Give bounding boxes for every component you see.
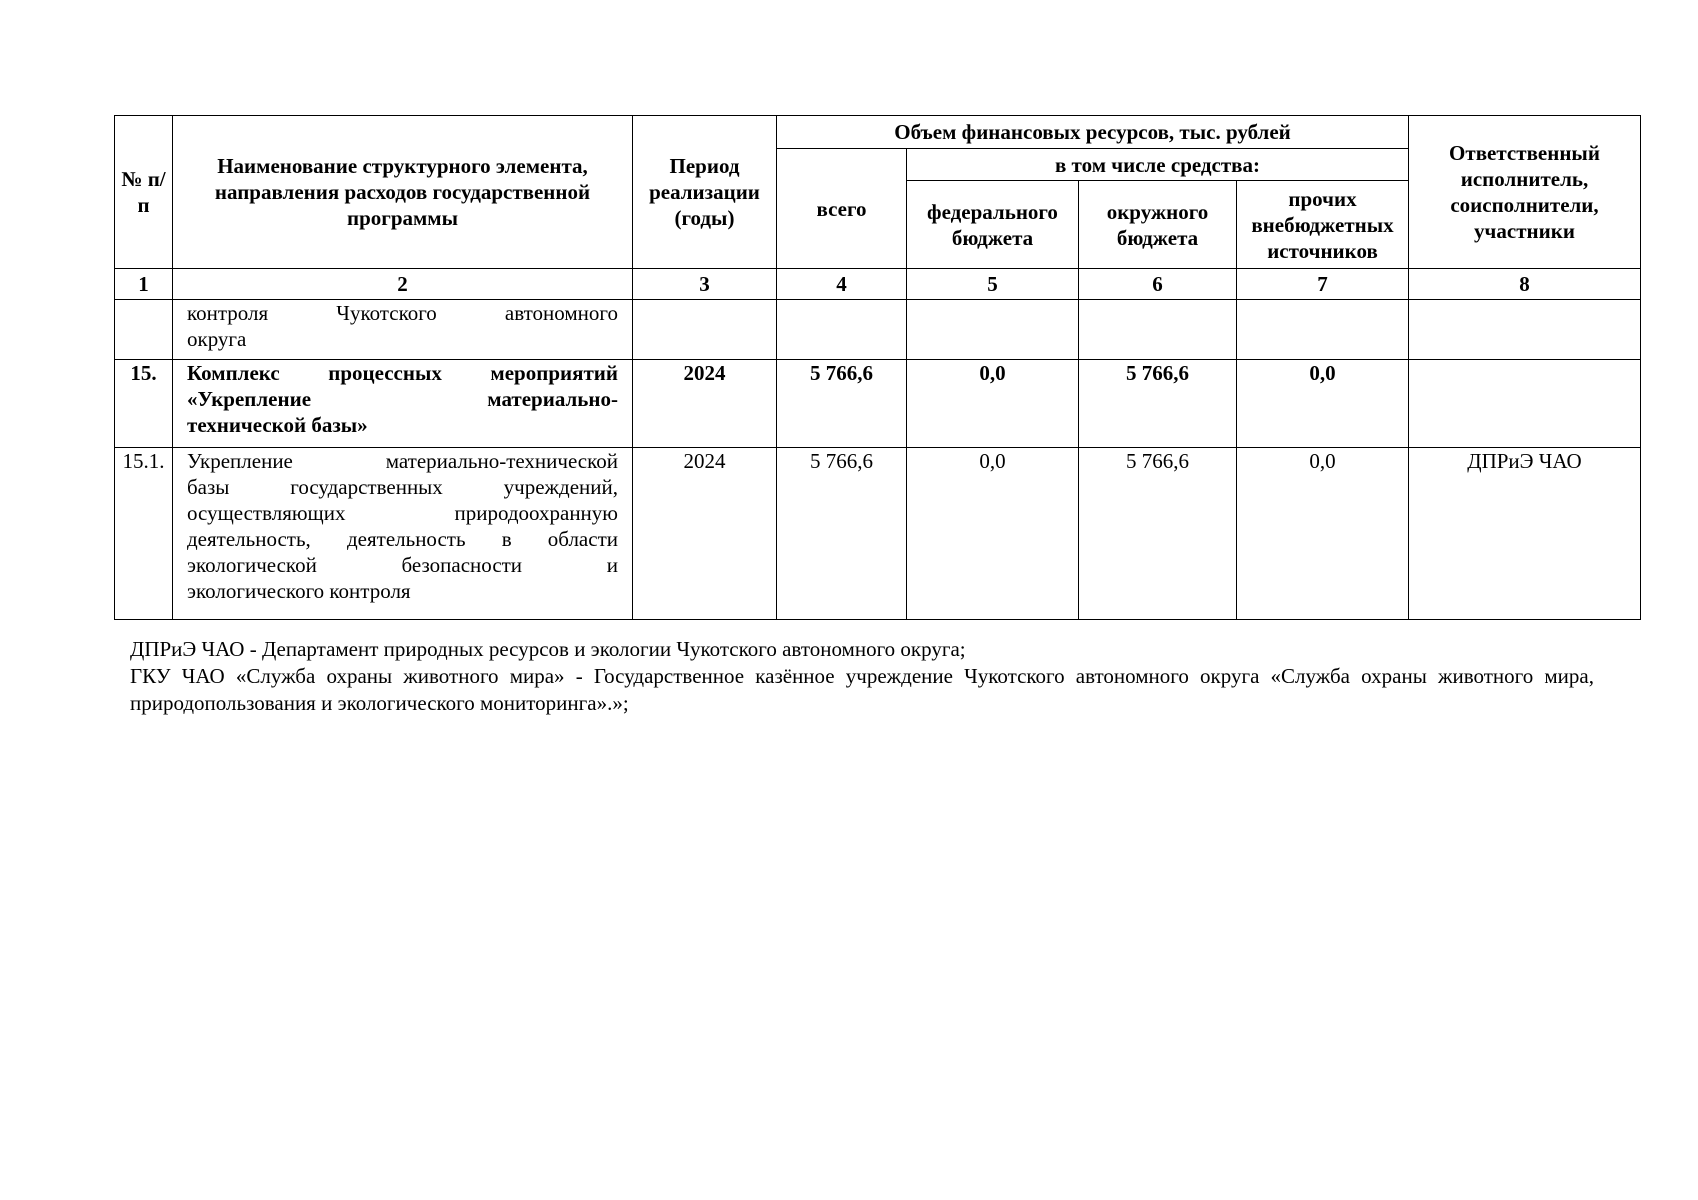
column-number: 8 bbox=[1409, 269, 1641, 300]
row-name-line: экологической безопасности и bbox=[187, 553, 618, 577]
header-other: прочих внебюджетных источников bbox=[1237, 181, 1409, 269]
row-federal: 0,0 bbox=[907, 448, 1079, 620]
column-number: 6 bbox=[1079, 269, 1237, 300]
row-total: 5 766,6 bbox=[777, 360, 907, 448]
table-row bbox=[115, 448, 1641, 620]
row-name-line: экологического контроля bbox=[187, 579, 411, 603]
row-federal: 0,0 bbox=[907, 360, 1079, 448]
row-name-line: деятельность, деятельность в области bbox=[187, 527, 618, 551]
row-name-line: Укрепление материально-технической bbox=[187, 449, 618, 473]
header-name: Наименование структурного элемента, направления расходов государственной программы bbox=[173, 116, 633, 269]
row-period: 2024 bbox=[633, 360, 777, 448]
row-name-line: контроля Чукотского автономного bbox=[187, 301, 618, 325]
column-number: 7 bbox=[1237, 269, 1409, 300]
column-number: 1 bbox=[115, 269, 173, 300]
row-number bbox=[115, 300, 173, 360]
row-total bbox=[777, 300, 907, 360]
header-period: Период реализации (годы) bbox=[633, 116, 777, 269]
footnote-gku: ГКУ ЧАО «Служба охраны животного мира» - Государственное казённое учреждение Чукотского автономного округа «Служба охраны животного мира, природопользования и экологического мониторинга».»; bbox=[130, 664, 1594, 715]
footnotes bbox=[130, 636, 1594, 717]
row-name-line: Комплекс процессных мероприятий bbox=[187, 361, 618, 385]
row-district: 5 766,6 bbox=[1079, 360, 1237, 448]
row-total: 5 766,6 bbox=[777, 448, 907, 620]
header-responsible: Ответственный исполнитель, соисполнители, участники bbox=[1409, 116, 1641, 269]
column-number: 4 bbox=[777, 269, 907, 300]
budget-table bbox=[114, 115, 1641, 620]
table-row bbox=[115, 300, 1641, 360]
row-name bbox=[173, 300, 633, 360]
row-responsible: ДПРиЭ ЧАО bbox=[1409, 448, 1641, 620]
row-number: 15. bbox=[115, 360, 173, 448]
header-including: в том числе средства: bbox=[907, 149, 1409, 181]
row-name bbox=[173, 360, 633, 448]
row-number: 15.1. bbox=[115, 448, 173, 620]
row-name-line: осуществляющих природоохранную bbox=[187, 501, 618, 525]
row-federal bbox=[907, 300, 1079, 360]
row-responsible bbox=[1409, 360, 1641, 448]
row-name-line: базы государственных учреждений, bbox=[187, 475, 618, 499]
column-number: 2 bbox=[173, 269, 633, 300]
row-district: 5 766,6 bbox=[1079, 448, 1237, 620]
row-period bbox=[633, 300, 777, 360]
header-total: всего bbox=[777, 149, 907, 269]
header-district: окружного бюджета bbox=[1079, 181, 1237, 269]
row-other: 0,0 bbox=[1237, 448, 1409, 620]
column-number-row bbox=[115, 269, 1641, 300]
column-number: 3 bbox=[633, 269, 777, 300]
header-federal: федерального бюджета bbox=[907, 181, 1079, 269]
row-other bbox=[1237, 300, 1409, 360]
row-name-line: «Укрепление материально- bbox=[187, 387, 618, 411]
header-volume-group: Объем финансовых ресурсов, тыс. рублей bbox=[777, 116, 1409, 149]
row-responsible bbox=[1409, 300, 1641, 360]
row-period: 2024 bbox=[633, 448, 777, 620]
row-name-line: округа bbox=[187, 327, 247, 351]
column-number: 5 bbox=[907, 269, 1079, 300]
row-name bbox=[173, 448, 633, 620]
table-row bbox=[115, 360, 1641, 448]
footnote-dpre: ДПРиЭ ЧАО - Департамент природных ресурсов и экологии Чукотского автономного округа; bbox=[130, 637, 966, 661]
header-num: № п/п bbox=[115, 116, 173, 269]
row-name-line: технической базы» bbox=[187, 413, 368, 437]
row-other: 0,0 bbox=[1237, 360, 1409, 448]
row-district bbox=[1079, 300, 1237, 360]
